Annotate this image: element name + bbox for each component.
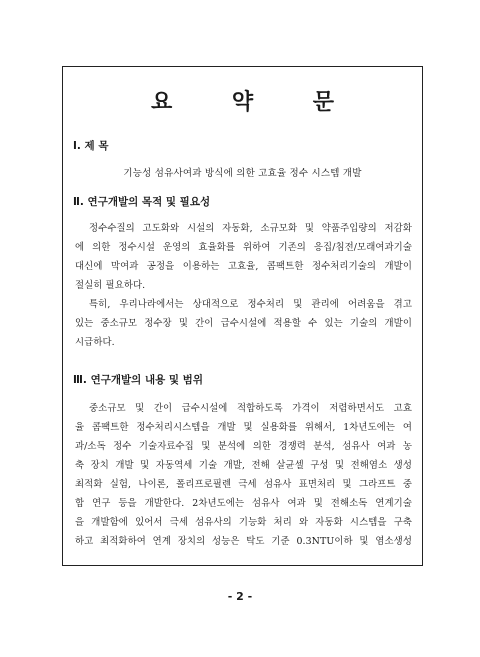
text-line: 율 콤팩트한 정수처리시스템을 개발 및 실용화를 위해서, 1차년도에는 여 (75, 422, 412, 433)
text-line: 을 개발함에 있어서 극세 섬유사의 기능화 처리 와 자동화 시스템을 구축 (75, 517, 412, 528)
page-title: 요 약 문 (150, 89, 361, 115)
text-line: 중소규모 및 간이 급수시설에 적합하도록 가격이 저렴하면서도 고효 (89, 403, 412, 414)
purpose-paragraph (75, 219, 412, 352)
text-line: 축 장치 개발 및 자동역세 기술 개발, 전해 살균셀 구성 및 전해염소 생성 (75, 460, 412, 471)
section-heading-purpose: Ⅱ. 연구개발의 목적 및 필요성 (73, 196, 211, 208)
text-line: 특히, 우리나라에서는 상대적으로 정수처리 및 관리에 어려움을 겪고 (89, 299, 412, 310)
summary-frame (62, 66, 423, 566)
text-line: 합 연구 등을 개발한다. 2차년도에는 섬유사 여과 및 전해소독 연계기술 (75, 498, 412, 509)
section-heading-title: Ⅰ. 제 목 (73, 140, 109, 152)
page-number: - 2 - (227, 590, 253, 603)
text-line: 있는 중소규모 정수장 및 간이 급수시설에 적용할 수 있는 기술의 개발이 (75, 318, 412, 329)
text-line: 에 의한 정수시설 운영의 효율화를 위하여 기존의 응집/침전/모래여과기술 (75, 242, 412, 253)
text-line: 정수수질의 고도화와 시설의 자동화, 소규모화 및 약품주입량의 저감화 (89, 223, 412, 234)
section-heading-scope: Ⅲ. 연구개발의 내용 및 범위 (73, 374, 203, 386)
text-line: 절실히 필요하다. (75, 280, 146, 291)
text-line: 하고 최적화하여 연계 장치의 성능은 탁도 기준 0.3NTU이하 및 염소생성 (75, 536, 412, 547)
text-line: 최적화 실험, 나이론, 폴리프로필렌 극세 섬유사 표면처리 및 그라프트 중 (75, 479, 412, 490)
project-title: 기능성 섬유사여과 방식에 의한 고효율 정수 시스템 개발 (123, 168, 362, 179)
text-line: 대신에 막여과 공정을 이용하는 고효율, 콤팩트한 정수처리기술의 개발이 (75, 261, 412, 272)
text-line: 시급하다. (75, 337, 115, 348)
text-line: 과/소독 정수 기술자료수집 및 분석에 의한 경쟁력 분석, 섬유사 여과 농 (75, 441, 412, 452)
scope-paragraph (75, 399, 412, 551)
